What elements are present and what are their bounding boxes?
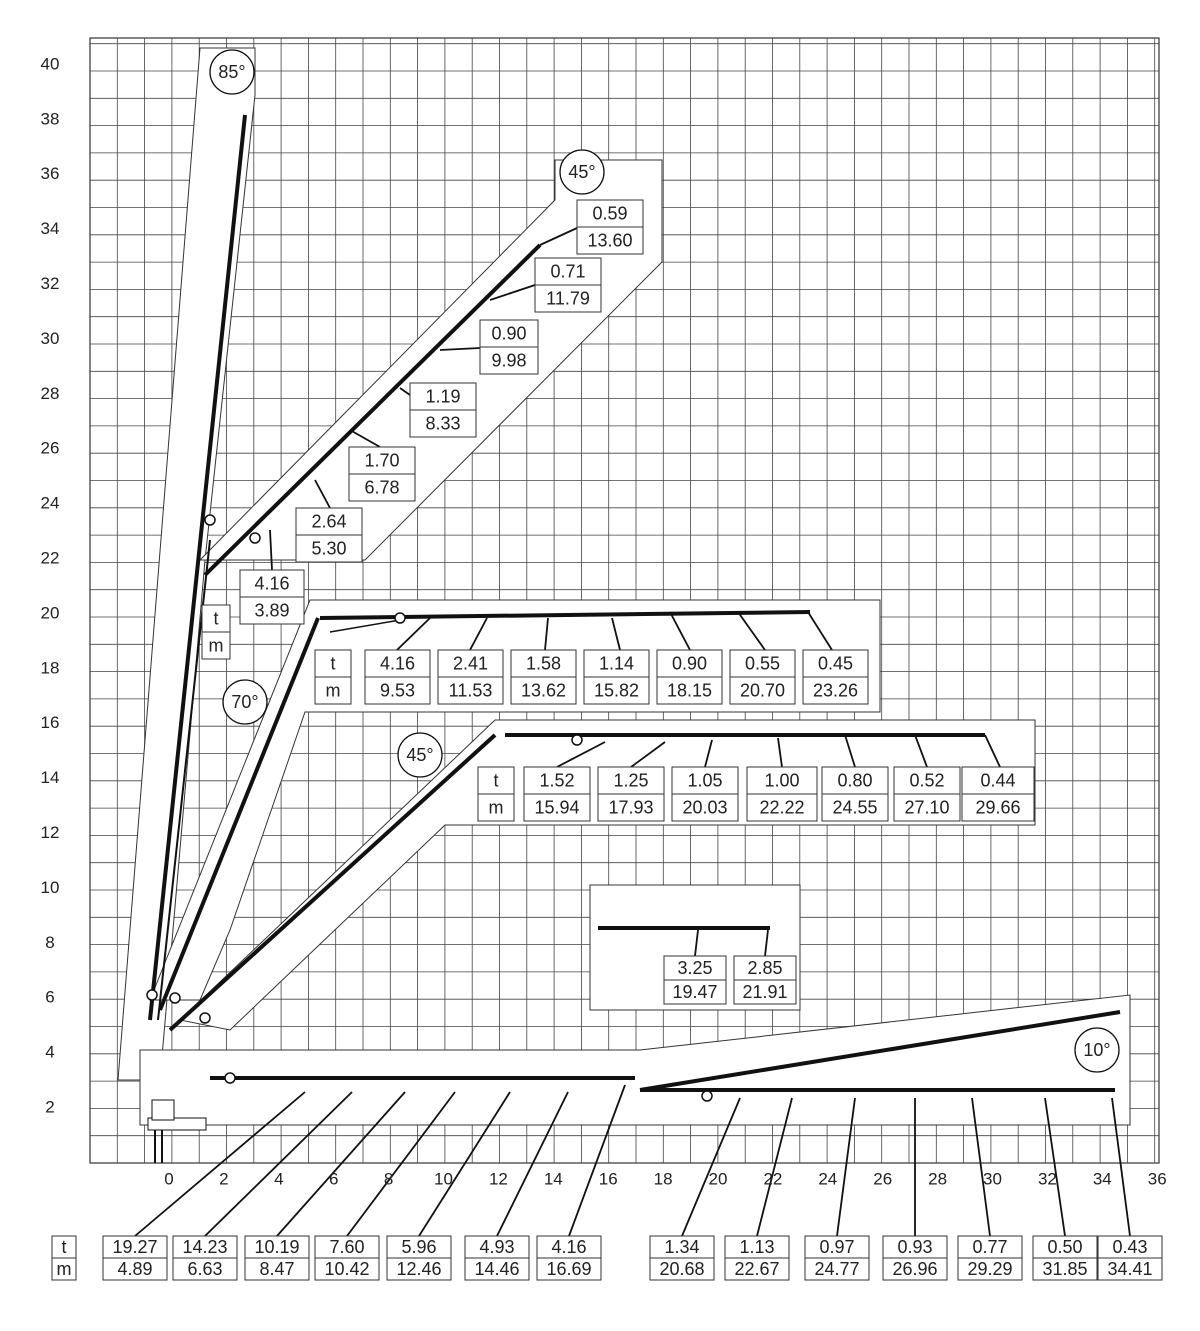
x-tick-label: 18 — [653, 1169, 673, 1189]
y-tick-label: 16 — [40, 713, 60, 733]
boom-45-lower-load-t: 0.44 — [980, 770, 1016, 791]
boom-45-upper-load-t: 0.59 — [592, 203, 628, 224]
horizontal-load-t: 4.16 — [551, 1236, 587, 1257]
boom-70-load-m: 23.26 — [812, 680, 859, 701]
horizontal-load-m: 22.67 — [734, 1258, 780, 1279]
boom-45-lower-load-m: 29.66 — [975, 797, 1021, 818]
x-tick-label: 22 — [763, 1169, 783, 1189]
boom-45-upper-load-t: 1.70 — [364, 450, 400, 471]
x-tick-label: 36 — [1147, 1169, 1167, 1189]
y-axis-ticks — [41, 54, 60, 1116]
x-axis-ticks — [164, 1169, 1166, 1188]
boom-45-lower-load-m: 24.55 — [832, 797, 878, 818]
boom-45-upper-load-m: 6.78 — [364, 477, 400, 498]
horizontal-load-t: 19.27 — [112, 1236, 158, 1257]
horizontal-load-m: 16.69 — [546, 1258, 592, 1279]
boom-70-load-m: 18.15 — [666, 680, 713, 701]
horizontal-load-m: 34.41 — [1107, 1258, 1153, 1279]
horizontal-load-m: 8.47 — [259, 1258, 295, 1279]
horizontal-load-t: 14.23 — [182, 1236, 228, 1257]
boom-70-load-t: 1.58 — [525, 653, 562, 674]
y-tick-label: 10 — [40, 877, 60, 897]
boom-70-load-t: 0.55 — [744, 653, 781, 674]
boom-45-lower-load-m: 22.22 — [759, 797, 805, 818]
x-tick-label: 30 — [983, 1169, 1002, 1189]
inset-load-t: 2.85 — [747, 957, 783, 978]
horizontal-load-t: 7.60 — [329, 1236, 365, 1257]
x-tick-label: 14 — [543, 1169, 563, 1189]
horizontal-load-m: 10.42 — [324, 1258, 370, 1279]
boom-45-upper-load-m: 11.79 — [546, 288, 590, 309]
x-tick-label: 34 — [1092, 1169, 1112, 1189]
angle-label: 85° — [218, 61, 246, 82]
horizontal-load-m: 12.46 — [396, 1258, 442, 1279]
boom-45-lower-load-m: 15.94 — [534, 797, 580, 818]
y-tick-label: 18 — [40, 658, 60, 678]
boom-45-lower-load-t: 1.00 — [764, 770, 800, 791]
boom-45-upper-load-t: 1.19 — [425, 386, 461, 407]
horizontal-load-t: 0.77 — [972, 1236, 1008, 1257]
boom-70-load-m: 13.62 — [520, 680, 567, 701]
x-tick-label: 8 — [383, 1169, 394, 1189]
unit-label-t: t — [213, 608, 219, 629]
horizontal-load-m: 29.29 — [967, 1258, 1013, 1279]
horizontal-load-t: 4.93 — [479, 1236, 515, 1257]
horizontal-load-m: 6.63 — [187, 1258, 223, 1279]
x-tick-label: 12 — [488, 1169, 508, 1189]
angle-label: 45° — [568, 161, 596, 182]
boom-70-load-m: 20.70 — [739, 680, 786, 701]
x-tick-label: 4 — [274, 1169, 284, 1189]
y-tick-label: 30 — [40, 328, 60, 348]
boom-45-upper-load-t: 0.90 — [491, 323, 527, 344]
boom-70-load-m: 15.82 — [593, 680, 640, 701]
boom-45-upper-load-t: 0.71 — [550, 261, 586, 282]
x-tick-label: 6 — [328, 1169, 339, 1189]
horizontal-load-m: 4.89 — [117, 1258, 153, 1279]
boom-45-upper-load-t: 2.64 — [311, 511, 347, 532]
boom-70-load-t: 0.45 — [817, 653, 854, 674]
unit-label-t: t — [330, 653, 336, 674]
y-tick-label: 34 — [40, 219, 60, 239]
boom-45-lower-load-t: 1.25 — [613, 770, 649, 791]
boom-70-load-t: 1.14 — [598, 653, 635, 674]
crane-column — [152, 1100, 174, 1120]
angle-label: 45° — [406, 744, 434, 765]
boom-45-lower-load-m: 17.93 — [608, 797, 654, 818]
x-tick-label: 28 — [928, 1169, 948, 1189]
horizontal-load-t: 0.50 — [1047, 1236, 1083, 1257]
y-tick-label: 32 — [40, 273, 60, 293]
horizontal-load-m: 24.77 — [814, 1258, 860, 1279]
boom-70-load-t: 4.16 — [379, 653, 416, 674]
y-tick-label: 28 — [40, 383, 60, 403]
unit-label-m: m — [488, 797, 504, 818]
x-tick-label: 20 — [708, 1169, 728, 1189]
inset-load-m: 21.91 — [742, 981, 788, 1002]
y-tick-label: 24 — [40, 493, 60, 513]
boom-45-upper-load-t: 4.16 — [254, 573, 290, 594]
horizontal-load-t: 5.96 — [401, 1236, 437, 1257]
boom-45-upper-load-m: 3.89 — [254, 600, 290, 621]
horizontal-load-m: 26.96 — [892, 1258, 938, 1279]
y-tick-label: 26 — [40, 438, 60, 458]
y-tick-label: 38 — [40, 109, 60, 129]
x-tick-label: 2 — [219, 1169, 229, 1189]
angle-label: 10° — [1083, 1039, 1111, 1060]
y-tick-label: 14 — [40, 768, 60, 788]
boom-70-load-t: 0.90 — [671, 653, 708, 674]
x-tick-label: 0 — [164, 1169, 174, 1189]
boom-45-lower-load-m: 20.03 — [682, 797, 728, 818]
unit-label-m: m — [325, 680, 341, 701]
y-tick-label: 20 — [40, 603, 60, 623]
unit-label-t: t — [61, 1236, 67, 1257]
x-tick-label: 32 — [1037, 1169, 1057, 1189]
y-tick-label: 22 — [40, 548, 60, 568]
x-tick-label: 26 — [873, 1169, 893, 1189]
boom-70-load-t: 2.41 — [452, 653, 489, 674]
x-tick-label: 16 — [598, 1169, 618, 1189]
inset-load-m: 19.47 — [672, 981, 718, 1002]
boom-45-lower-load-m: 27.10 — [904, 797, 950, 818]
horizontal-load-m: 14.46 — [474, 1258, 520, 1279]
y-tick-label: 6 — [45, 987, 55, 1007]
horizontal-load-t: 0.93 — [897, 1236, 933, 1257]
horizontal-load-t: 1.13 — [739, 1236, 775, 1257]
boom-45-lower-load-t: 1.05 — [687, 770, 723, 791]
y-tick-label: 40 — [40, 54, 60, 74]
y-tick-label: 2 — [45, 1097, 55, 1117]
boom-70-load-m: 11.53 — [448, 680, 493, 701]
boom-45-upper-load-m: 13.60 — [587, 230, 633, 251]
y-tick-label: 4 — [45, 1042, 55, 1062]
angle-label: 70° — [231, 691, 259, 712]
horizontal-load-t: 0.43 — [1112, 1236, 1148, 1257]
horizontal-load-t: 0.97 — [819, 1236, 855, 1257]
unit-label-m: m — [208, 635, 224, 656]
horizontal-load-t: 1.34 — [664, 1236, 700, 1257]
y-tick-label: 8 — [45, 932, 55, 952]
x-tick-label: 10 — [434, 1169, 453, 1189]
inset-load-t: 3.25 — [677, 957, 713, 978]
boom-45-lower-load-t: 1.52 — [539, 770, 575, 791]
y-tick-label: 36 — [40, 164, 60, 184]
boom-45-lower-load-t: 0.80 — [837, 770, 873, 791]
boom-45-upper-load-m: 9.98 — [491, 350, 527, 371]
horizontal-load-m: 31.85 — [1042, 1258, 1088, 1279]
unit-label-t: t — [493, 770, 499, 791]
boom-45-lower-load-t: 0.52 — [909, 770, 945, 791]
horizontal-load-m: 20.68 — [659, 1258, 705, 1279]
boom-45-upper-load-m: 8.33 — [425, 413, 461, 434]
boom-70-load-m: 9.53 — [379, 680, 416, 701]
x-tick-label: 24 — [818, 1169, 838, 1189]
horizontal-load-t: 10.19 — [254, 1236, 300, 1257]
y-tick-label: 12 — [40, 822, 60, 842]
unit-label-m: m — [56, 1258, 72, 1279]
boom-45-upper-load-m: 5.30 — [311, 538, 347, 559]
